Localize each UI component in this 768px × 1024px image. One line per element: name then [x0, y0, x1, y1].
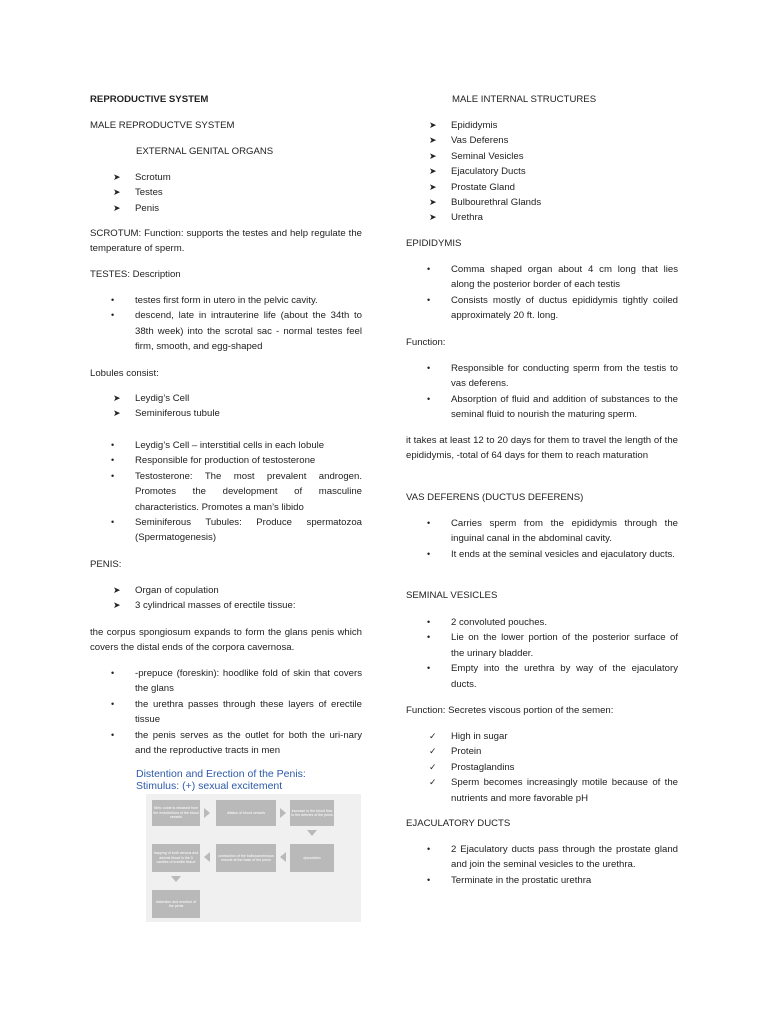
testes-list: [90, 293, 362, 355]
function-list: [406, 361, 678, 423]
arrow-bullet-icon: ➤: [429, 150, 437, 161]
section-subtitle: MALE REPRODUCTVE SYSTEM: [90, 120, 235, 131]
flow-box: contraction of the bulbocavernosus muscle at the base of the penis: [216, 844, 276, 872]
scrotum-paragraph: SCROTUM: Function: supports the testes and help regulate the temperature of sperm.: [90, 228, 362, 255]
list-item: • Terminate in the prostatic urethra: [406, 873, 678, 888]
bullet-dot-icon: •: [427, 844, 431, 854]
internal-heading: MALE INTERNAL STRUCTURES: [452, 94, 597, 105]
list-item: ➤ Seminiferous tubule: [90, 406, 362, 421]
arrow-bullet-icon: ➤: [113, 393, 121, 403]
document-title: REPRODUCTIVE SYSTEM: [90, 94, 209, 105]
bullet-dot-icon: •: [111, 310, 115, 321]
left-arrow-icon: [280, 852, 286, 862]
travel-paragraph: it takes at least 12 to 20 days for them to travel the length of the epididymis, -total of 64 days for them to reach maturation: [406, 435, 678, 462]
list-item: • Comma shaped organ about 4 cm long that lies along the posterior border of each testis: [427, 264, 678, 291]
bullet-dot-icon: •: [111, 698, 115, 709]
list-item: • descend, late in intrauterine life (about the 34th to 38th week) into the scrotal sac - normal testes feel firm, smooth, and egg-shaped: [111, 310, 362, 353]
checkmark-icon: ✓: [429, 731, 437, 741]
list-item: ✓ High in sugar: [406, 729, 678, 744]
list-item: ➤ Prostate Gland: [406, 180, 678, 195]
flow-box: distention and erection of the penis: [152, 890, 200, 918]
seminal-heading: SEMINAL VESICLES: [406, 590, 498, 601]
list-item: ➤ Leydig’s Cell: [90, 391, 362, 406]
flow-box: trapping of both venous and arterial blood in the 3 cavities of erectile tissue: [152, 844, 200, 872]
list-item: ➤ Bulbourethral Glands: [406, 195, 678, 210]
secretes-line: Function: Secretes viscous portion of the semen:: [406, 705, 614, 716]
list-item: ✓ Sperm becomes increasingly motile because of the nutrients and more favorable pH: [429, 777, 678, 804]
list-item: • Responsible for conducting sperm from the testis to vas deferens.: [427, 363, 678, 390]
prepuce-list: [90, 666, 362, 758]
bullet-dot-icon: •: [111, 295, 115, 305]
bullet-dot-icon: •: [427, 264, 431, 274]
bullet-dot-icon: •: [111, 668, 115, 678]
list-item: • Empty into the urethra by way of the ejaculatory ducts.: [427, 663, 678, 690]
list-item: ➤ Organ of copulation: [90, 583, 362, 598]
arrow-bullet-icon: ➤: [429, 181, 437, 192]
lobules-heading: Lobules consist:: [90, 368, 159, 379]
list-item: • -prepuce (foreskin): hoodlike fold of skin that covers the glans: [111, 668, 362, 695]
secretion-list: [406, 729, 678, 806]
penis-heading: PENIS:: [90, 559, 122, 570]
list-item: ➤ 3 cylindrical masses of erectile tissue:: [90, 598, 362, 613]
bullet-dot-icon: •: [427, 548, 431, 559]
bullet-dot-icon: •: [427, 393, 431, 404]
list-item: ➤ Penis: [90, 201, 362, 216]
list-item: • Seminiferous Tubules: Produce spermatozoa (Spermatogenesis): [111, 517, 362, 544]
list-item: ➤ Vas Deferens: [406, 133, 678, 148]
arrow-bullet-icon: ➤: [429, 120, 437, 130]
list-item: ✓ Prostaglandins: [406, 760, 678, 775]
lobules-list: [90, 391, 362, 422]
right-arrow-icon: [204, 808, 210, 818]
list-item: ✓ Protein: [406, 744, 678, 759]
bullet-dot-icon: •: [427, 632, 431, 643]
arrow-bullet-icon: ➤: [113, 187, 121, 198]
bullet-dot-icon: •: [427, 663, 431, 674]
leydig-list: [90, 438, 362, 546]
arrow-bullet-icon: ➤: [113, 408, 121, 419]
list-item: • Carries sperm from the epididymis through the inguinal canal in the abdominal cavity.: [427, 518, 678, 545]
external-heading: EXTERNAL GENITAL ORGANS: [136, 146, 274, 157]
figure-subtitle-line: Stimulus: (+) sexual excitement: [136, 780, 283, 792]
arrow-bullet-icon: ➤: [113, 172, 121, 182]
ejaculatory-list: [406, 842, 678, 888]
list-item: • Testosterone: The most prevalent androgen. Promotes the development of masculine characteristics. Promotes a man’s libido: [111, 470, 362, 513]
list-item: ➤ Ejaculatory Ducts: [406, 164, 678, 179]
penis-list: [90, 583, 362, 614]
erection-flow-figure: [120, 766, 360, 924]
bullet-dot-icon: •: [427, 363, 431, 373]
corpus-paragraph: the corpus spongiosum expands to form the glans penis which covers the distal ends of the corpora cavernosa.: [90, 627, 362, 654]
figure-title: [136, 768, 366, 792]
external-list: [90, 170, 362, 216]
bullet-dot-icon: •: [111, 729, 115, 740]
bullet-dot-icon: •: [111, 517, 115, 528]
flow-box: increase in the blood flow to the arteries of the penis: [290, 800, 334, 826]
list-item: ➤ Urethra: [406, 210, 678, 225]
vas-list: [406, 516, 678, 562]
arrow-bullet-icon: ➤: [113, 585, 121, 595]
list-item: • Responsible for production of testosterone: [90, 453, 362, 468]
flow-box: dilation of blood vessels: [216, 800, 276, 826]
function-heading: Function:: [406, 337, 446, 348]
ejaculatory-heading: EJACULATORY DUCTS: [406, 818, 511, 829]
bullet-dot-icon: •: [427, 294, 431, 305]
arrow-bullet-icon: ➤: [113, 600, 121, 611]
arrow-bullet-icon: ➤: [429, 197, 437, 208]
arrow-bullet-icon: ➤: [429, 135, 437, 146]
checkmark-icon: ✓: [429, 777, 437, 788]
list-item: • testes first form in utero in the pelvic cavity.: [90, 293, 362, 308]
list-item: • the urethra passes through these layers of erectile tissue: [111, 698, 362, 726]
epididymis-list: [406, 262, 678, 324]
list-item: • 2 convoluted pouches.: [406, 615, 678, 630]
checkmark-icon: ✓: [429, 761, 437, 772]
vas-heading: VAS DEFERENS (DUCTUS DEFERENS): [406, 492, 584, 503]
list-item: ➤ Seminal Vesicles: [406, 149, 678, 164]
list-item: ➤ Testes: [90, 185, 362, 200]
down-arrow-icon: [307, 830, 317, 836]
bullet-dot-icon: •: [111, 455, 115, 466]
down-arrow-icon: [171, 876, 181, 882]
list-item: • Lie on the lower portion of the posterior surface of the urinary bladder.: [427, 632, 678, 659]
flow-diagram-panel: [146, 794, 361, 922]
internal-list: [406, 118, 678, 226]
figure-title-line: Distention and Erection of the Penis:: [136, 768, 306, 780]
checkmark-icon: ✓: [429, 746, 437, 757]
list-item: • the penis serves as the outlet for both the uri-nary and the reproductive tracts in men: [111, 729, 362, 757]
arrow-bullet-icon: ➤: [113, 202, 121, 213]
bullet-dot-icon: •: [427, 518, 431, 528]
list-item: • It ends at the seminal vesicles and ejaculatory ducts.: [406, 547, 678, 562]
seminal-list: [406, 615, 678, 692]
right-arrow-icon: [280, 808, 286, 818]
list-item: ➤ Scrotum: [90, 170, 362, 185]
list-item: • Absorption of fluid and addition of substances to the seminal fluid to nourish the maturing sperm.: [427, 393, 678, 421]
bullet-dot-icon: •: [427, 617, 431, 627]
bullet-dot-icon: •: [427, 874, 431, 885]
flow-box: ejaculation: [290, 844, 334, 872]
list-item: ➤ Epididymis: [406, 118, 678, 133]
arrow-bullet-icon: ➤: [429, 166, 437, 177]
testes-heading: TESTES: Description: [90, 269, 181, 280]
bullet-dot-icon: •: [111, 440, 115, 450]
list-item: • Leydig’s Cell – interstitial cells in each lobule: [90, 438, 362, 453]
left-arrow-icon: [204, 852, 210, 862]
epididymis-heading: EPIDIDYMIS: [406, 238, 462, 249]
bullet-dot-icon: •: [111, 470, 115, 481]
flow-box: Nitric oxide is released from the endothelium of the blood vessels: [152, 800, 200, 826]
list-item: • Consists mostly of ductus epididymis tightly coiled approximately 20 ft. long.: [427, 294, 678, 322]
arrow-bullet-icon: ➤: [429, 212, 437, 223]
list-item: • 2 Ejaculatory ducts pass through the prostate gland and join the seminal vesicles to the urethra.: [427, 844, 678, 871]
